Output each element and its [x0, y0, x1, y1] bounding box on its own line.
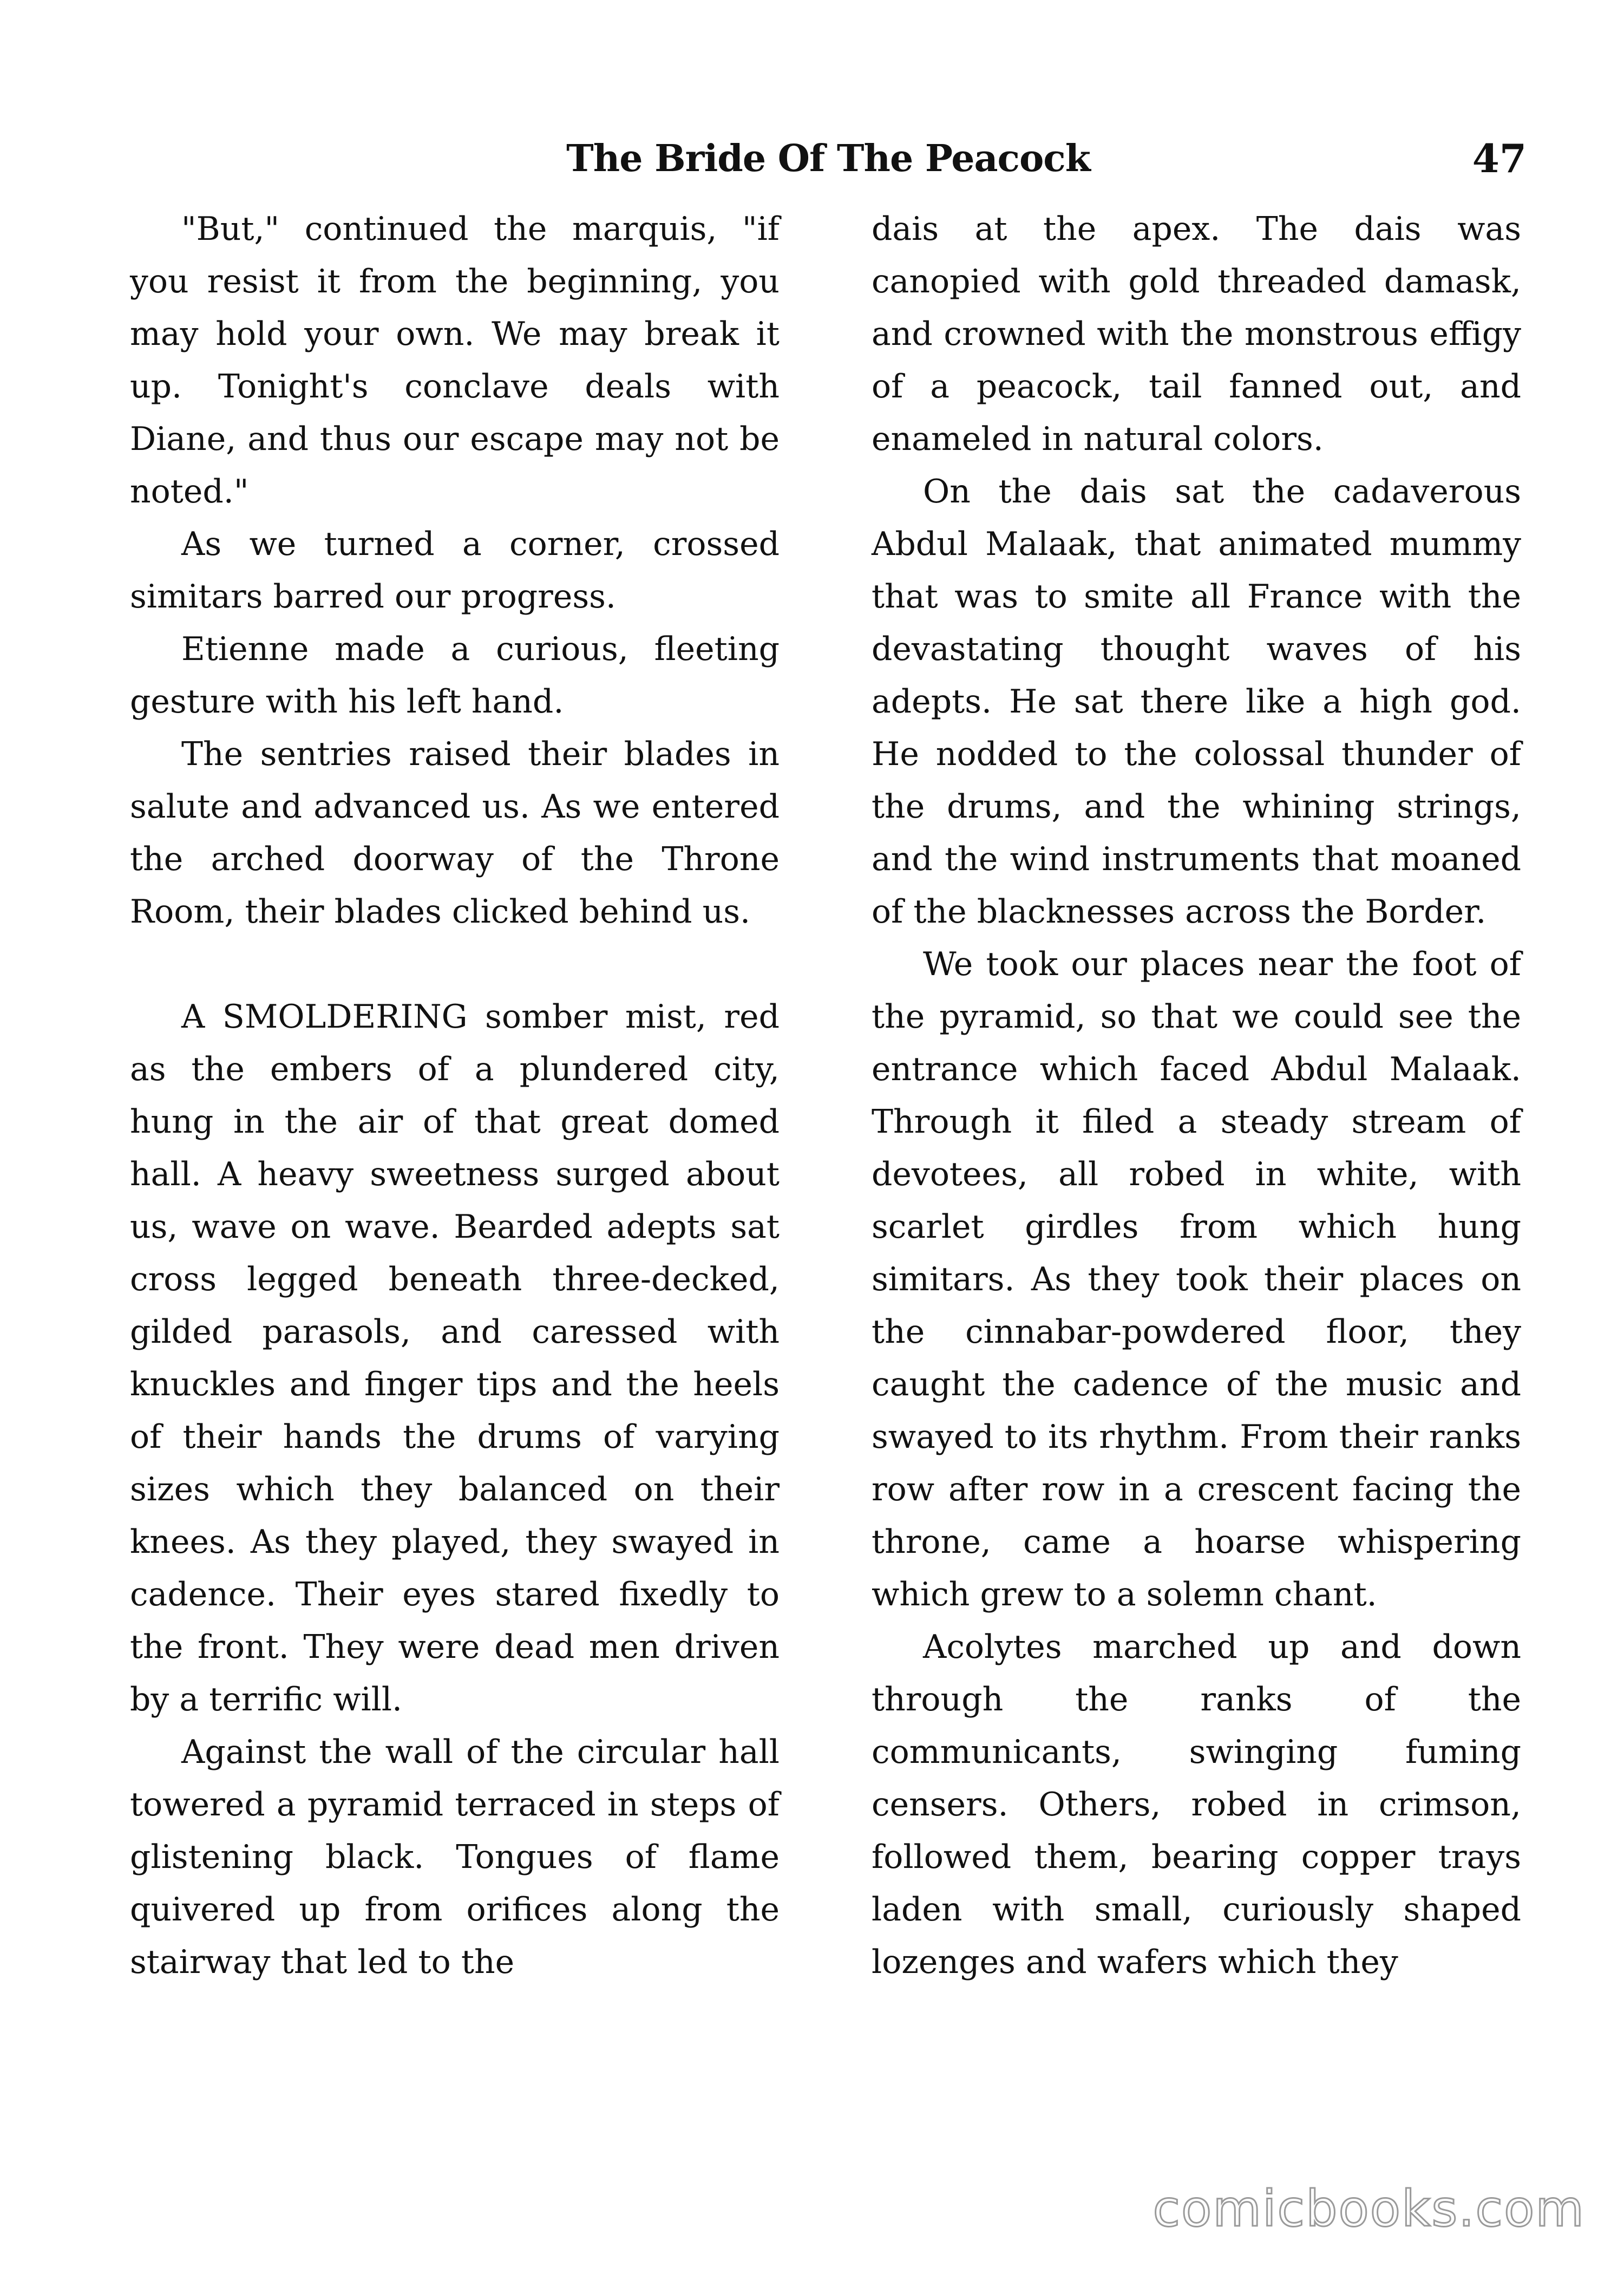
paragraph: Acolytes marched up and down through the ranks of the communicants, swinging fuming censers. Others, robed in crimson, followed them, bearing copper trays laden with small, curiously shaped lozenges and wafers which they [872, 1628, 1521, 1981]
section-opening-paragraph: A SMOLDERING somber mist, red as the embers of a plundered city, hung in the air of that great domed hall. A heavy sweetness surged about us, wave on wave. Bearded adepts sat cross legged beneath three-decked, gilded parasols, and caressed with knuckles and finger tips and the heels of their hands the drums of varying sizes which they balanced on their knees. As they played, they swayed in cadence. Their eyes stared fixedly to the front. They were dead men driven by a terrific will. [130, 998, 780, 1718]
left-text-column [130, 203, 780, 1989]
paragraph: The sentries raised their blades in salute and advanced us. As we entered the arched doorway of the Throne Room, their blades clicked behind us. [130, 735, 780, 931]
watermark: comicbooks.com [1152, 2180, 1585, 2238]
right-text-column [872, 203, 1521, 1989]
continued-paragraph: dais at the apex. The dais was canopied with gold threaded damask, and crowned with the monstrous effigy of a peacock, tail fanned out, and enameled in natural colors. [872, 210, 1521, 458]
page-number: 47 [1472, 135, 1527, 181]
paragraph: Against the wall of the circular hall towered a pyramid terraced in steps of glistening black. Tongues of flame quivered up from orifices along the stairway that led to the [130, 1733, 780, 1981]
paragraph: On the dais sat the cadaverous Abdul Malaak, that animated mummy that was to smite all France with the devastating thought waves of his adepts. He sat there like a high god. He nodded to the colossal thunder of the drums, and the whining strings, and the wind instruments that moaned of the blacknesses across the Border. [872, 473, 1521, 931]
running-title: The Bride Of The Peacock [566, 137, 1090, 180]
paragraph: Etienne made a curious, fleeting gesture with his left hand. [130, 630, 780, 721]
paragraph: We took our places near the foot of the pyramid, so that we could see the entrance which faced Abdul Malaak. Through it filed a steady stream of devotees, all robed in white, with scarlet girdles from which hung simitars. As they took their places on the cinnabar-powdered floor, they caught the cadence of the music and swayed to its rhythm. From their ranks row after row in a crescent facing the throne, came a hoarse whispering which grew to a solemn chant. [872, 945, 1521, 1613]
running-head [130, 129, 1527, 188]
paragraph: As we turned a corner, crossed simitars barred our progress. [130, 525, 780, 616]
paragraph: "But," continued the marquis, "if you resist it from the beginning, you may hold your own. We may break it up. Tonight's conclave deals with Diane, and thus our escape may not be noted." [130, 210, 780, 511]
